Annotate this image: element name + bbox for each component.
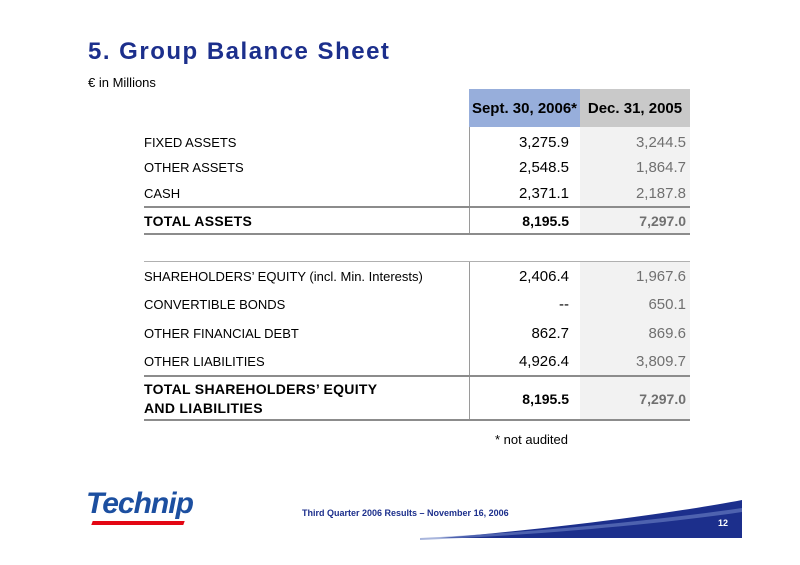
total-assets-top-rule	[144, 206, 690, 208]
value-prior: 1,864.7	[635, 158, 686, 176]
row-label: SHAREHOLDERS’ EQUITY (incl. Min. Interests)	[144, 268, 423, 284]
value-prior: 1,967.6	[635, 267, 686, 285]
page-number: 12	[718, 518, 729, 528]
value-current: 2,406.4	[518, 267, 569, 285]
row-label: OTHER LIABILITIES	[144, 353, 265, 369]
row-label: CONVERTIBLE BONDS	[144, 296, 286, 312]
column-header-sept-2006: Sept. 30, 2006*	[469, 89, 580, 127]
row-label: CASH	[144, 185, 181, 201]
row-label-line2: AND LIABILITIES	[144, 399, 263, 416]
value-current: --	[559, 295, 569, 313]
table-row-other-liabilities	[144, 350, 690, 372]
table-row-total-assets	[144, 209, 690, 233]
row-label: FIXED ASSETS	[144, 134, 237, 150]
value-current: 8,195.5	[522, 213, 569, 229]
value-prior: 3,244.5	[635, 133, 686, 151]
row-label-line1: TOTAL SHAREHOLDERS’ EQUITY	[144, 380, 378, 397]
logo-accent-bar	[91, 521, 184, 525]
value-current: 862.7	[531, 324, 569, 342]
technip-logo: Technip	[86, 487, 193, 520]
audit-footnote: * not audited	[495, 432, 569, 447]
total-liabilities-bottom-rule	[144, 419, 690, 421]
value-current: 4,926.4	[518, 352, 569, 370]
column-header-dec-2005: Dec. 31, 2005	[580, 89, 690, 127]
value-prior: 2,187.8	[635, 184, 686, 202]
row-label: TOTAL ASSETS	[144, 212, 253, 229]
liabilities-top-rule	[144, 261, 690, 262]
value-prior: 7,297.0	[639, 213, 686, 229]
page-title: 5. Group Balance Sheet	[88, 38, 391, 65]
table-row-other-assets	[144, 157, 690, 177]
value-prior: 7,297.0	[639, 390, 686, 407]
table-row-convertible-bonds	[144, 293, 690, 315]
value-prior: 650.1	[648, 295, 686, 313]
value-current: 8,195.5	[522, 390, 569, 407]
row-label	[144, 380, 469, 418]
table-row-fixed-assets	[144, 132, 690, 152]
table-row-cash	[144, 183, 690, 203]
footer-text: Third Quarter 2006 Results – November 16, 2006	[302, 508, 509, 518]
table-row-total-liabilities	[144, 378, 690, 419]
value-current: 2,548.5	[518, 158, 569, 176]
value-current: 2,371.1	[518, 184, 569, 202]
value-current: 3,275.9	[518, 133, 569, 151]
total-assets-bottom-rule	[144, 233, 690, 235]
currency-subtitle: € in Millions	[88, 75, 156, 90]
value-prior: 3,809.7	[635, 352, 686, 370]
total-liabilities-top-rule	[144, 375, 690, 377]
value-prior: 869.6	[648, 324, 686, 342]
row-label: OTHER ASSETS	[144, 159, 244, 175]
row-label: OTHER FINANCIAL DEBT	[144, 325, 299, 341]
table-row-shareholders-equity	[144, 265, 690, 287]
table-row-other-financial-debt	[144, 322, 690, 344]
